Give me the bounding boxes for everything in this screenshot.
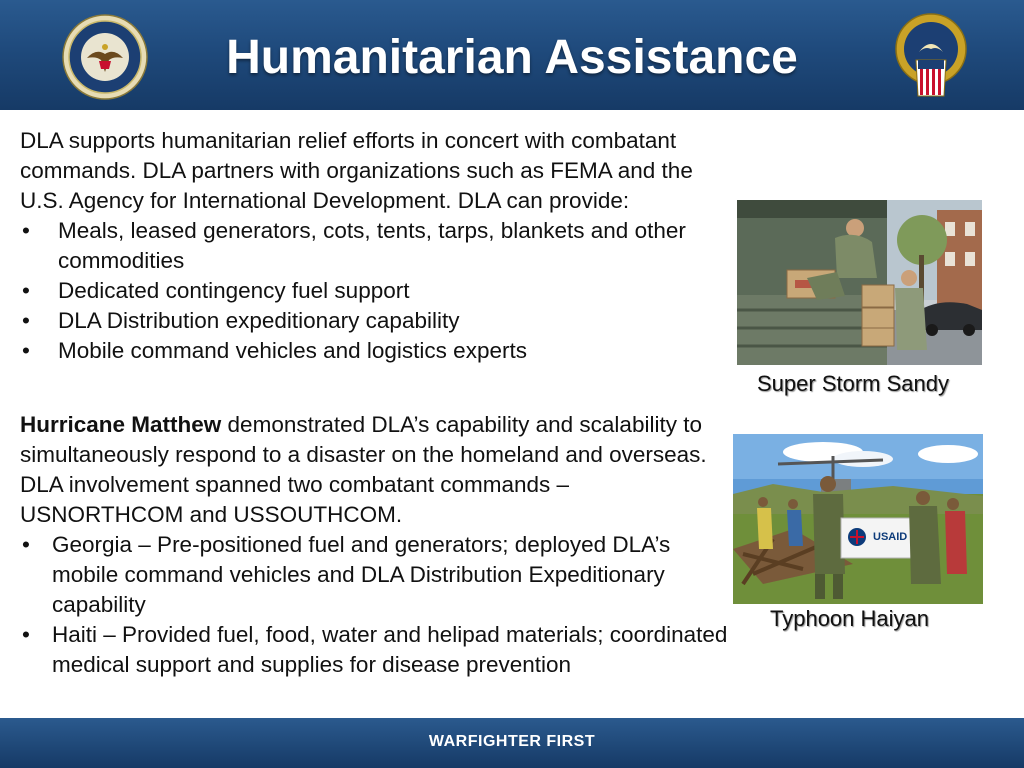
soldiers-carrying-usaid-box-photo-icon [733,434,983,604]
list-item-text: Dedicated contingency fuel support [58,278,410,303]
list-item-text: Haiti – Provided fuel, food, water and helipad materials; coordinated medical support and supplies for disease prevention [52,622,728,677]
defense-logistics-agency-seal-icon [894,12,968,100]
list-item [20,620,730,680]
list-item [20,276,730,306]
intro-paragraph: DLA supports humanitarian relief efforts in concert with combatant commands. DLA partners with organizations such as FEMA and the U.S. Agency for International Development. DLA can provide: [20,128,693,213]
bullet-dot: • [22,308,30,333]
header-bar [0,0,1024,110]
usaid-box-label: USAID [873,531,908,543]
footer-bar [0,718,1024,768]
bullet-dot: • [22,218,30,243]
list-item [20,336,730,366]
list-item [20,216,730,276]
matthew-bold-lead: Hurricane Matthew [20,412,222,437]
intro-bullet-list [20,216,730,366]
bullet-dot: • [22,532,30,557]
matthew-bullet-list [20,530,730,680]
intro-section [20,126,730,366]
bullet-dot: • [22,278,30,303]
matthew-paragraph-text: demonstrated DLA’s capability and scalability to simultaneously respond to a disaster on the homeland and overseas. DLA involvement spanned two combatant commands – USNORTHCOM and USSOUTHCOM. [20,412,707,527]
list-item-text: DLA Distribution expeditionary capability [58,308,460,333]
list-item [20,530,730,620]
list-item-text: Georgia – Pre-positioned fuel and generators; deployed DLA’s mobile command vehicles and DLA Distribution Expeditionary capability [52,532,671,617]
hurricane-matthew-section [20,410,730,680]
page-title: Humanitarian Assistance [226,31,798,84]
photo-caption: Super Storm Sandy [757,371,949,396]
bullet-dot: • [22,338,30,363]
list-item-text: Meals, leased generators, cots, tents, tarps, blankets and other commodities [58,218,686,273]
list-item-text: Mobile command vehicles and logistics experts [58,338,527,363]
matthew-paragraph [20,410,730,530]
soldiers-unloading-truck-photo-icon [737,200,982,365]
bullet-dot: • [22,622,30,647]
photo-caption: Typhoon Haiyan [770,606,929,631]
list-item [20,306,730,336]
footer-slogan: WARFIGHTER FIRST [428,733,596,750]
